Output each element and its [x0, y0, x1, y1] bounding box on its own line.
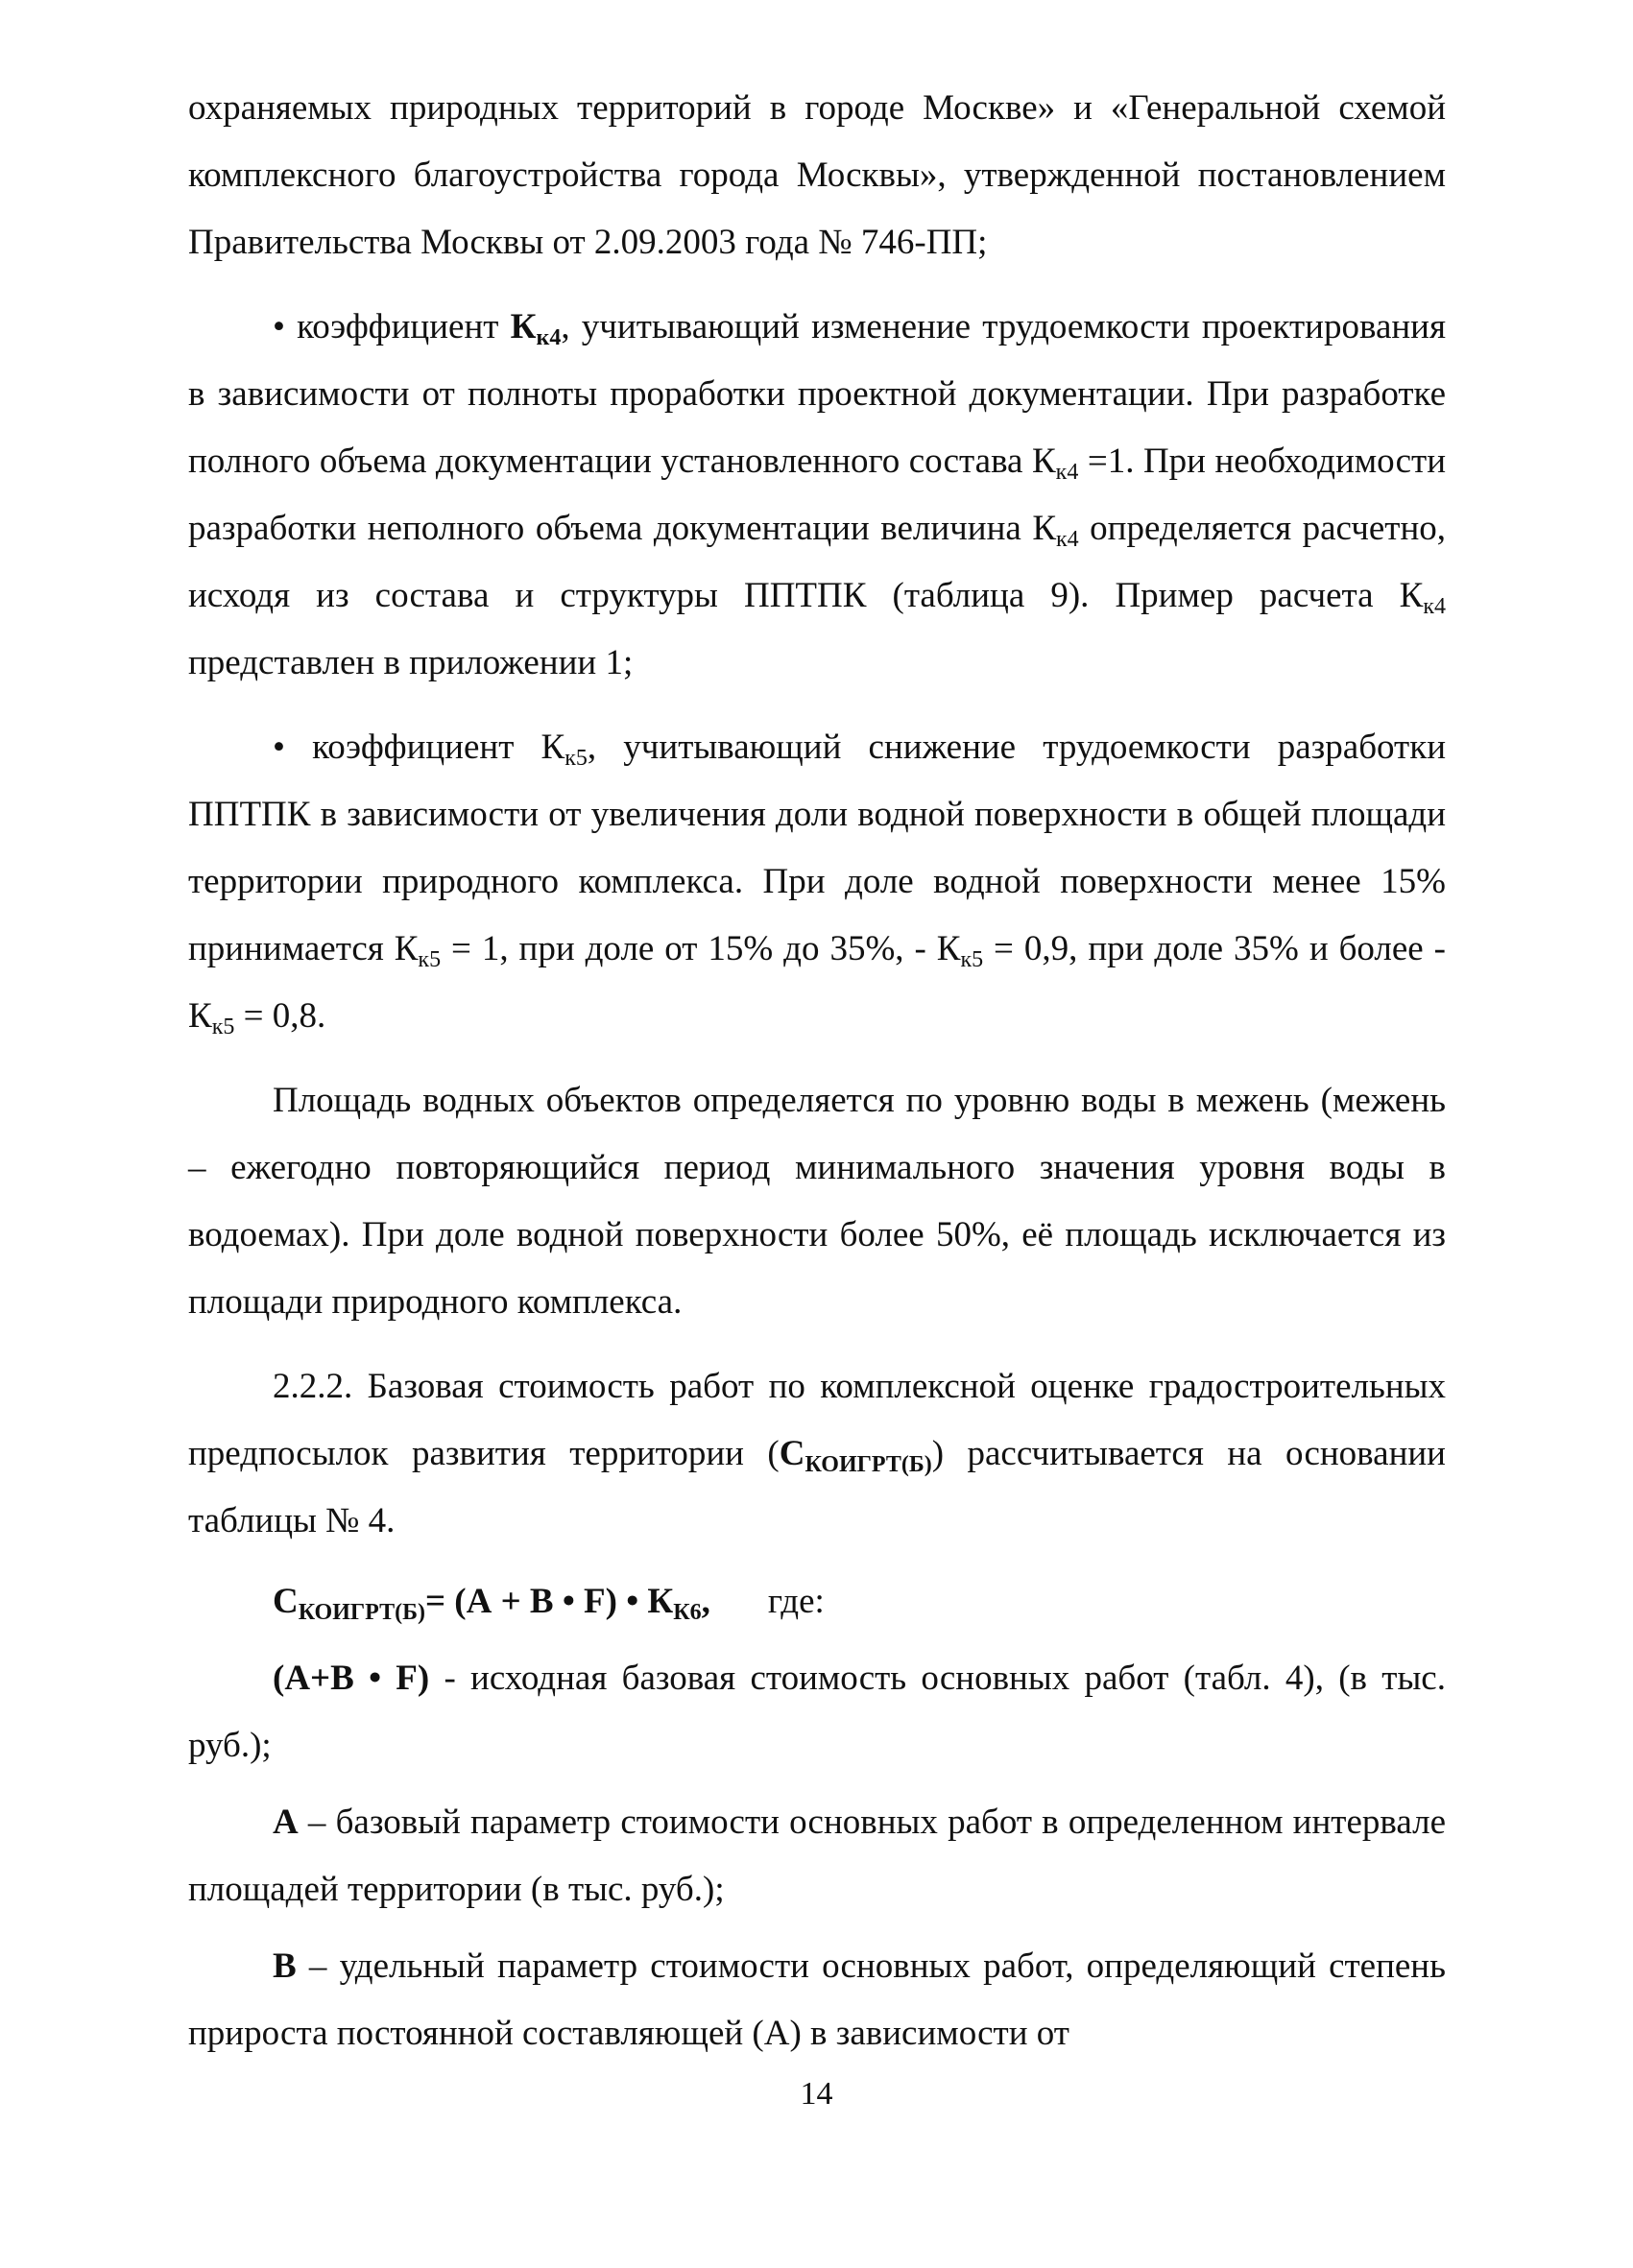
formula-k-subscript: К6 — [673, 1600, 702, 1625]
page-number: 14 — [800, 2076, 833, 2112]
k4-symbol-letter: К — [510, 307, 537, 346]
formula-body: = (А + В • F) • К — [424, 1582, 674, 1621]
k5-symbol-subscript: к5 — [564, 746, 588, 771]
formula-symbol-subscript: КОИГРТ(Б) — [298, 1600, 425, 1625]
main-text — [188, 75, 1446, 2067]
k4-symbol-subscript: к4 — [536, 325, 562, 350]
k4-text-part-1: , учитывающий изменение трудоемкости проектирования в зависимости от полноты проработки проектной документации. При разработке полного объема документации установленного состава К — [188, 307, 1446, 481]
k4-text-part-4: представлен в приложении 1; — [188, 643, 634, 682]
k4-subscript-2: к4 — [1056, 527, 1079, 552]
k5-bullet-prefix: • коэффициент К — [273, 728, 565, 767]
k4-symbol — [510, 307, 562, 350]
k4-subscript-1: к4 — [1055, 460, 1079, 485]
bullet-coefficient-k4 — [188, 294, 1446, 697]
paragraph-continuation — [188, 75, 1446, 276]
formula-where-label: где: — [767, 1582, 825, 1621]
k4-text-part-2: =1. При необходимости разработки неполного объема документации величина К — [188, 442, 1446, 548]
formula-line — [188, 1568, 1446, 1635]
k5-text-part-2: = 1, при доле от 15% до 35%, - К — [441, 929, 961, 968]
k5-text-part-4: = 0,8. — [234, 996, 326, 1036]
definition-b-text: – удельный параметр стоимости основных работ, определяющий степень прироста постоянной составляющей (А) в зависимости от — [188, 1946, 1446, 2053]
formula-tail: , — [701, 1582, 710, 1621]
paragraph-base-cost — [188, 1353, 1446, 1555]
definition-abf — [188, 1645, 1446, 1779]
base-cost-symbol-subscript: КОИГРТ(Б) — [804, 1452, 932, 1477]
k4-text-part-3: определяется расчетно, исходя из состава и структуры ППТПК (таблица 9). Пример расчета К — [188, 509, 1446, 615]
definition-abf-term: (А+В • F) — [273, 1659, 430, 1698]
k4-bullet-prefix: • коэффициент — [273, 307, 511, 346]
base-cost-text-part-1: 2.2.2. Базовая стоимость работ по комплексной оценке градостроительных предпосылок развития территории ( — [188, 1367, 1446, 1473]
definition-b-term: В — [273, 1946, 297, 1986]
k5-subscript-1: к5 — [418, 947, 442, 972]
base-cost-text-part-2: ) рассчитывается на основании таблицы № 4. — [188, 1434, 1446, 1540]
definition-a-text: – базовый параметр стоимости основных работ в определенном интервале площадей территории (в тыс. руб.); — [188, 1802, 1446, 1909]
definition-b — [188, 1933, 1446, 2067]
bullet-coefficient-k5 — [188, 714, 1446, 1050]
definition-abf-text: - исходная базовая стоимость основных работ (табл. 4), (в тыс. руб.); — [188, 1659, 1446, 1765]
base-cost-symbol-letter: С — [779, 1434, 805, 1473]
k4-subscript-3: к4 — [1423, 594, 1446, 619]
water-area-text: Площадь водных объектов определяется по уровню воды в межень (межень – ежегодно повторяющийся период минимального значения уровня воды в водоемах). При доле водной поверхности более 50%, её площадь исключается из площади природного комплекса. — [188, 1081, 1446, 1322]
definition-a — [188, 1789, 1446, 1923]
definition-a-term: А — [273, 1802, 299, 1842]
formula-symbol: С — [273, 1582, 299, 1621]
paragraph-water-area — [188, 1067, 1446, 1336]
k5-text-part-1: , учитывающий снижение трудоемкости разработки ППТПК в зависимости от увеличения доли водной поверхности в общей площади территории природного комплекса. При доле водной поверхности менее 15% принимается К — [188, 728, 1447, 968]
k5-subscript-3: к5 — [211, 1015, 235, 1039]
k5-text-part-3: = 0,9, при доле 35% и более - К — [188, 929, 1447, 1036]
base-cost-symbol — [779, 1434, 932, 1477]
paragraph-continuation-text: охраняемых природных территорий в городе Москве» и «Генеральной схемой комплексного благоустройства города Москвы», утвержденной постановлением Правительства Москвы от 2.09.2003 года № 746-ПП; — [188, 88, 1446, 262]
k5-subscript-2: к5 — [960, 947, 984, 972]
